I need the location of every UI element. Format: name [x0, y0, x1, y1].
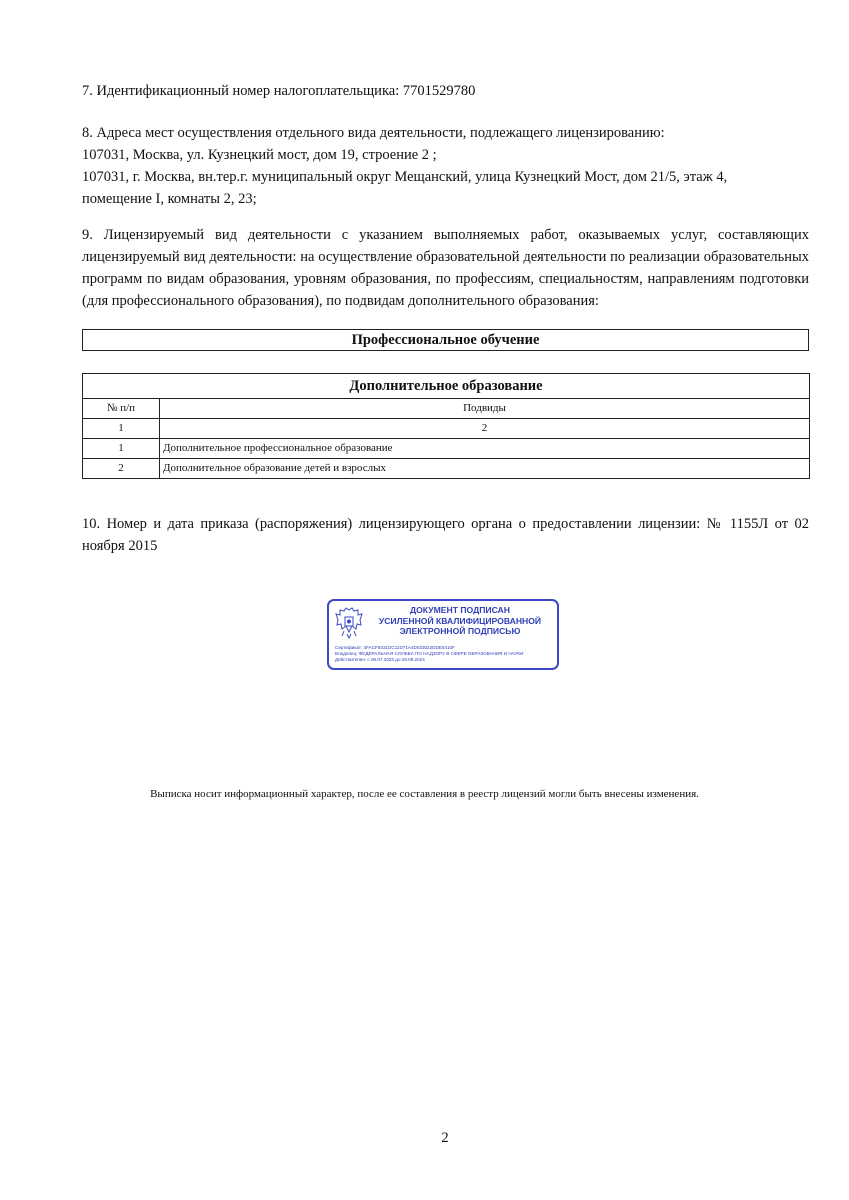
stamp-title [365, 605, 555, 637]
address-line-1: 107031, Москва, ул. Кузнецкий мост, дом 19, строение 2 ; [82, 147, 437, 163]
item-8-heading: 8. Адреса мест осуществления отдельного вида деятельности, подлежащего лицензированию: [82, 125, 665, 141]
stamp-title-line: ЭЛЕКТРОННОЙ ПОДПИСЬЮ [399, 626, 521, 636]
item-10-order: 10. Номер и дата приказа (распоряжения) лицензирующего органа о предоставлении лицензии: № 1155Л от 02 ноября 2015 [82, 516, 809, 554]
page-number: 2 [441, 1130, 449, 1146]
table-row [83, 439, 810, 459]
informational-note: Выписка носит информационный характер, после ее составления в реестр лицензий могли быть внесены изменения. [150, 788, 699, 800]
stamp-certificate: Сертификат: 4FACF9331DC11D71A4D033022DDE5410F [335, 645, 455, 650]
column-index-1: 1 [83, 419, 160, 439]
electronic-signature-stamp [327, 599, 559, 670]
column-index-2: 2 [160, 419, 810, 439]
table-row [83, 459, 810, 479]
coat-of-arms-icon [334, 606, 364, 640]
stamp-title-line: ДОКУМЕНТ ПОДПИСАН [410, 605, 510, 615]
additional-education-table [82, 373, 810, 479]
address-line-3: помещение I, комнаты 2, 23; [82, 191, 257, 207]
column-header-number: № п/п [83, 399, 160, 419]
professional-training-box: Профессиональное обучение [82, 329, 809, 351]
stamp-validity: Действителен: с 06.07.2023 до 28.09.2024 [335, 657, 425, 662]
item-9-activity: 9. Лицензируемый вид деятельности с указанием выполняемых работ, оказываемых услуг, составляющих лицензируемый вид деятельности: на осуществление образовательной деятельности по реализации образовательных программ по видам образования, уровням образования, по профессиям, специальностям, направлениям подготовки (для профессионального образования), по подвидам дополнительного образования: [82, 227, 809, 309]
table-title: Дополнительное образование [83, 374, 810, 399]
column-header-subtypes: Подвиды [160, 399, 810, 419]
address-line-2: 107031, г. Москва, вн.тер.г. муниципальный округ Мещанский, улица Кузнецкий Мост, дом 21/5, этаж 4, [82, 169, 728, 185]
row-subtype: Дополнительное профессиональное образование [160, 439, 810, 459]
stamp-title-line: УСИЛЕННОЙ КВАЛИФИЦИРОВАННОЙ [378, 615, 542, 626]
item-7-taxpayer-id: 7. Идентификационный номер налогоплательщика: 7701529780 [82, 83, 476, 99]
row-subtype: Дополнительное образование детей и взрослых [160, 459, 810, 479]
stamp-owner: Владелец: ФЕДЕРАЛЬНАЯ СЛУЖБА ПО НАДЗОРУ В СФЕРЕ ОБРАЗОВАНИЯ И НАУКИ [335, 651, 524, 656]
item-8-addresses [82, 122, 810, 210]
row-number: 1 [83, 439, 160, 459]
row-number: 2 [83, 459, 160, 479]
